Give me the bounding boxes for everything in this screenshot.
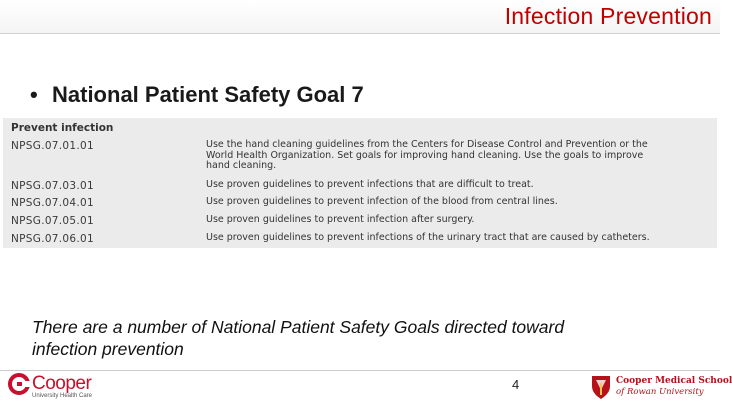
footer-divider: [0, 370, 720, 371]
bullet-text: National Patient Safety Goal 7: [52, 82, 364, 107]
goal-code: NPSG.07.01.01: [11, 140, 94, 152]
table-row: [11, 215, 709, 233]
goal-description-line: World Health Organization. Set goals for improving hand cleaning. Use the goals to improve: [206, 149, 644, 161]
bullet-point: [30, 82, 364, 108]
shield-crest-icon: [590, 374, 612, 400]
summary-line: There are a number of National Patient Safety Goals directed toward: [32, 317, 565, 337]
goal-description: Use proven guidelines to prevent infections of the urinary tract that are caused by catheters.: [206, 232, 650, 243]
bullet-marker: •: [30, 82, 38, 107]
cooper-logo-subtitle: University Health Care: [32, 393, 93, 399]
cooper-logo-name: Cooper: [32, 373, 92, 394]
summary-line: infection prevention: [32, 339, 184, 359]
page-number: 4: [512, 377, 520, 392]
goal-description: Use proven guidelines to prevent infection after surgery.: [206, 214, 475, 225]
goal-description: Use proven guidelines to prevent infection of the blood from central lines.: [206, 196, 558, 207]
table-row: [11, 197, 709, 215]
goal-description: [206, 140, 711, 172]
cmsru-logo-name: Cooper Medical School: [616, 376, 732, 386]
goal-description-line: Use the hand cleaning guidelines from the Centers for Disease Control and Prevention or the: [206, 139, 648, 150]
slide-title: Infection Prevention: [504, 3, 712, 29]
goal-code: NPSG.07.05.01: [11, 215, 94, 227]
cooper-logo: [8, 373, 118, 403]
goal-description-line: hand cleaning.: [206, 160, 277, 171]
goal-code: NPSG.07.03.01: [11, 180, 94, 192]
table-row: [11, 140, 709, 180]
cooper-c-logo-icon: [8, 373, 30, 395]
goal-code: NPSG.07.06.01: [11, 233, 94, 245]
table-heading: Prevent infection: [11, 122, 114, 134]
cmsru-logo: [590, 373, 732, 403]
cmsru-logo-subtitle: of Rowan University: [616, 387, 704, 397]
goal-description: Use proven guidelines to prevent infections that are difficult to treat.: [206, 179, 534, 190]
table-row: [11, 233, 709, 251]
header-divider: [0, 33, 720, 34]
summary-statement: [32, 316, 692, 360]
table-row: [11, 180, 709, 197]
goal-code: NPSG.07.04.01: [11, 197, 94, 209]
npsg-goals-table: [3, 118, 717, 248]
